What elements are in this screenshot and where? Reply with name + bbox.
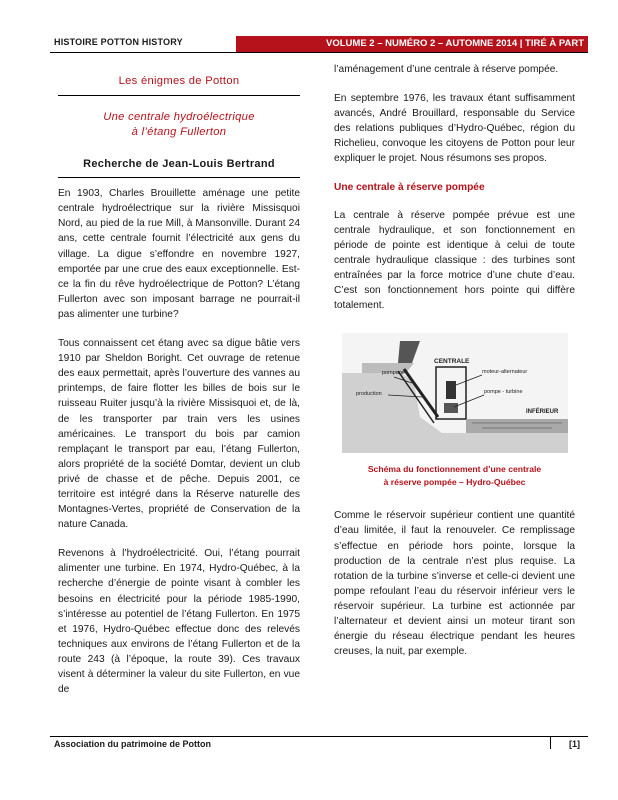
left-column	[58, 74, 300, 697]
label-moteur-alternateur: moteur-alternateur	[481, 369, 527, 376]
caption-line-2: à réserve pompée – Hydro-Québec	[383, 476, 526, 487]
issue-banner: VOLUME 2 – NUMÉRO 2 – AUTOMNE 2014 | TIRÉ À PART	[236, 36, 588, 52]
page-number: [1]	[569, 739, 580, 749]
kicker-divider	[58, 95, 300, 96]
article-title	[58, 110, 300, 140]
label-production: production	[355, 391, 382, 398]
label-inferieur: INFÉRIEUR	[525, 409, 558, 416]
label-pompage: pompage	[381, 370, 405, 377]
paragraph-6: La centrale à réserve pompée prévue est une centrale hydraulique, et son fonctionnement en période de pointe est identique à celui de toute centrale hydraulique classique : des turbines sont entraînées par la force motrice d’une chute d’eau. C’est son fonctionnement hors pointe qui diffère totalement.	[334, 209, 575, 312]
right-column	[334, 62, 575, 659]
paragraph-1: En 1903, Charles Brouillette aménage une petite centrale hydroélectrique sur la rivière Missisquoi Nord, au pied de la rue Mill, à Mansonville. Durant 24 ans, cette centrale fournit l’électricité aux gens du village. La digue s’effondre en novembre 1927, emportée par une crue des eaux exceptionnelle. Est-ce la fin du rêve hydroélectrique de Potton? L’étang Fullerton avec son imposant barrage ne pourrait-il pas alimenter une turbine?	[58, 188, 300, 320]
footer-divider	[550, 737, 551, 749]
caption-line-1: Schéma du fonctionnement d’une centrale	[367, 464, 542, 475]
article-kicker: Les énigmes de Potton	[118, 75, 240, 87]
paragraph-7: Comme le réservoir supérieur contient une quantité d’eau limitée, il faut la renouveler. Ce remplissage s’effectue en période hors pointe, lorsque la production de la centrale n’est plus requise. La rotation de la turbine s’inverse et celle-ci devient une pompe refoulant l’eau du réservoir inférieur vers le réservoir supérieur. La turbine est actionnée par l’alternateur et devient ainsi un moteur tirant son énergie du réseau électrique pendant les heures creuses, la nuit, par exemple.	[334, 510, 575, 658]
page-header	[50, 36, 588, 53]
title-line-2: à l’étang Fullerton	[131, 126, 227, 139]
paragraph-5: En septembre 1976, les travaux étant suffisamment avancés, André Brouillard, responsable du Service des relations publiques d’Hydro-Québec, région du Richelieu, convoque les citoyens de Potton pour leur expliquer le projet. Nous résumons ses propos.	[334, 93, 575, 165]
diagram-illustration	[342, 333, 568, 453]
paragraph-3: Revenons à l’hydroélectricité. Oui, l’étang pourrait alimenter une turbine. En 1974, Hydro-Québec, à la recherche d’énergie de pointe visant à combler les besoins en électricité pour la période 1985-1990, s’intéresse au potentiel de l’étang Fullerton. En 1975 et 1976, Hydro-Québec effectue donc des relevés techniques aux environs de l’étang Fullerton et de la route 243 (à l’époque, la route 39). Ces travaux visent à déterminer la valeur du site Fullerton, en vue de	[58, 548, 300, 696]
paragraph-2: Tous connaissent cet étang avec sa digue bâtie vers 1910 par Sheldon Boright. Cet ouvrage de retenue des eaux permettait, après l’ouverture des vannes au printemps, de faire flotter les billes de bois sur le ruisseau Ruiter jusqu’à la rivière Missisquoi et, de là, de les transporter par train vers les usines américaines. Le transport du bois par camion remplaçant le transport par eau, l’étang Fullerton, alors propriété de la société Domtar, devient un club privé de chasse et de pêche. Depuis 2001, ce territoire est intégré dans la Réserve naturelle des Montagnes-Vertes, propriété de Conservation de la nature Canada.	[58, 338, 300, 531]
section-subheading: Une centrale à réserve pompée	[334, 181, 485, 193]
paragraph-4: l’aménagement d’une centrale à réserve pompée.	[334, 64, 559, 75]
title-line-1: Une centrale hydroélectrique	[103, 111, 255, 124]
publication-name: HISTOIRE POTTON HISTORY	[54, 37, 183, 47]
figure-caption	[334, 463, 575, 488]
footer-organization: Association du patrimoine de Potton	[54, 739, 212, 749]
label-pompe-turbine: pompe - turbine	[483, 389, 523, 396]
pumped-storage-diagram	[342, 333, 568, 453]
label-centrale: CENTRALE	[433, 358, 469, 366]
article-author: Recherche de Jean-Louis Bertrand	[58, 157, 300, 178]
page-footer	[50, 736, 588, 751]
